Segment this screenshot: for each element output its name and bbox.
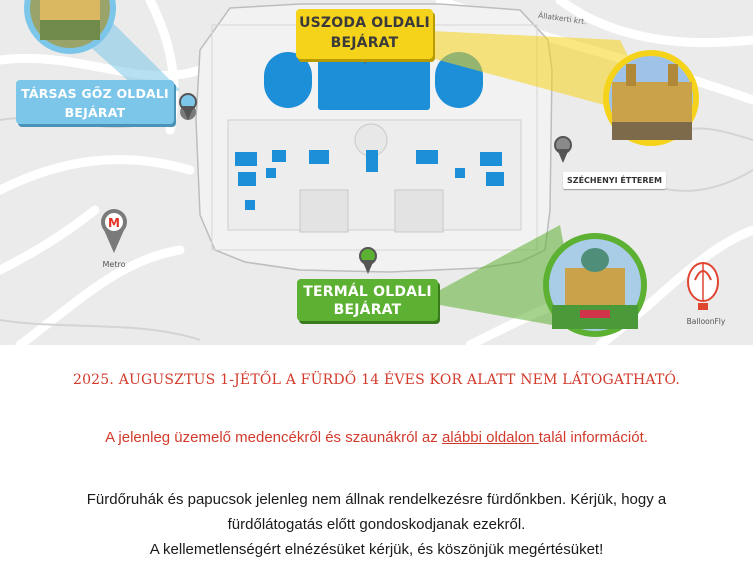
info-after: talál információt.	[538, 429, 648, 446]
tarsas-line1: TÁRSAS GŐZ OLDALI	[21, 86, 169, 101]
termal-line2: BEJÁRAT	[333, 302, 402, 318]
termal-entrance-label	[297, 279, 438, 321]
uszoda-line1: USZODA OLDALI	[299, 15, 430, 31]
uszoda-entrance-label	[296, 9, 433, 59]
tarsas-entrance-label	[16, 80, 174, 124]
balloon-icon	[688, 263, 718, 310]
swimwear-line1: Fürdőruhák és papucsok jelenleg nem állnak rendelkezésre fürdőnkben. Kérjük, hogy a	[86, 491, 667, 508]
termal-line1: TERMÁL OLDALI	[303, 284, 432, 300]
info-before: A jelenleg üzemelő medencékről és szaunákról az	[105, 429, 442, 446]
swimwear-line3: A kellemetlenségért elnézésüket kérjük, és köszönjük megértésüket!	[149, 541, 604, 558]
metro-letter: M	[108, 216, 120, 230]
metro-label: Metro	[102, 260, 126, 269]
info-link[interactable]: alábbi oldalon	[441, 429, 539, 446]
restaurant-pin-icon	[555, 137, 571, 163]
photo-termal	[543, 233, 647, 337]
swimwear-line2: fürdőlátogatás előtt gondoskodjanak ezekről.	[227, 516, 526, 533]
tarsas-pin-icon	[180, 94, 196, 120]
balloon-label: BalloonFly	[686, 317, 726, 326]
age-notice: 2025. AUGUSZTUS 1-JÉTŐL A FÜRDŐ 14 ÉVES KOR ALATT NEM LÁTOGATHATÓ.	[72, 372, 681, 388]
street-label: Állatkerti krt.	[537, 10, 588, 27]
photo-uszoda	[603, 50, 699, 146]
uszoda-line2: BEJÁRAT	[330, 35, 399, 51]
info-text	[0, 429, 753, 446]
restaurant-label: SZÉCHENYI ÉTTEREM	[563, 172, 666, 189]
tarsas-line2: BEJÁRAT	[64, 105, 126, 120]
swimwear-notice	[0, 487, 753, 562]
